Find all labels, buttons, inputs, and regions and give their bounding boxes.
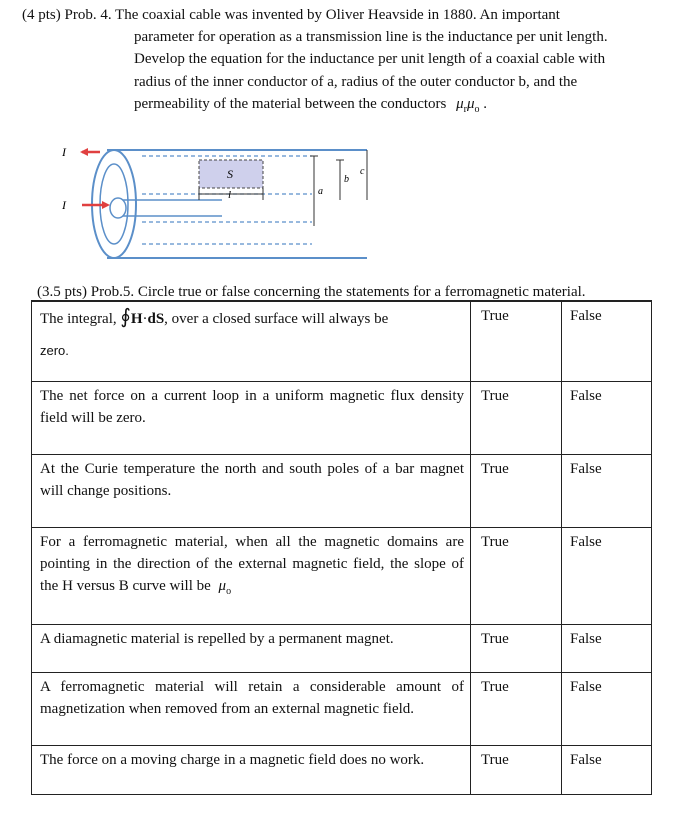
statement-3: At the Curie temperature the north and south poles of a bar magnet will change positions.: [32, 454, 471, 527]
table-row: [32, 381, 652, 454]
false-option[interactable]: False: [562, 672, 652, 745]
false-option[interactable]: False: [562, 624, 652, 672]
problem4-line5: [134, 93, 648, 121]
dot-operator: ·: [142, 311, 148, 327]
coax-cable-figure: [22, 138, 402, 268]
label-a: a: [318, 186, 323, 197]
table-row: [32, 527, 652, 624]
true-option[interactable]: True: [471, 454, 562, 527]
statement-4: [32, 527, 471, 624]
current-arrow-bottom: [102, 201, 110, 209]
true-false-table: [31, 300, 652, 795]
statement-1: [32, 301, 471, 381]
mu-r-subscript: r: [463, 104, 468, 116]
statement-1-tail: zero.: [40, 343, 69, 358]
false-option[interactable]: False: [562, 381, 652, 454]
mu-symbol: μ: [218, 577, 227, 594]
table-row: [32, 745, 652, 794]
statement-2: The net force on a current loop in a uniform magnetic flux density field will be zero.: [32, 381, 471, 454]
problem4-line2: parameter for operation as a transmission line is the inductance per unit length.: [134, 29, 608, 45]
label-I-bottom: I: [62, 198, 66, 212]
problem4-line5-text: permeability of the material between the conductors: [134, 96, 447, 113]
false-option[interactable]: False: [562, 745, 652, 794]
mu-r-symbol: μ: [456, 96, 464, 113]
false-option[interactable]: False: [562, 527, 652, 624]
mu-subscript: o: [226, 585, 232, 597]
mu-o-subscript: o: [474, 104, 480, 116]
problem4-period: .: [483, 96, 488, 113]
statement-4-text: For a ferromagnetic material, when all the magnetic domains are pointing in the direction of the external magnetic field, the slope of the H versus B curve will be: [40, 533, 464, 594]
problem4-body: [134, 26, 648, 122]
statement-6: A ferromagnetic material will retain a considerable amount of magnetization when removed from an external magnetic field.: [32, 672, 471, 745]
label-I-top: I: [62, 145, 66, 159]
problem5-title: (3.5 pts) Prob.5. Circle true or false concerning the statements for a ferromagnetic material.: [37, 284, 586, 300]
statement-7: The force on a moving charge in a magnetic field does no work.: [32, 745, 471, 794]
statement-1-post: , over a closed surface will always be: [164, 311, 389, 327]
problem4-line4: radius of the inner conductor of a, radius of the outer conductor b, and the: [134, 73, 578, 90]
dS-vector: dS: [147, 311, 165, 327]
table-row: [32, 672, 652, 745]
label-b: b: [344, 174, 349, 185]
label-S: S: [227, 167, 233, 181]
problem4-line3: Develop the equation for the inductance per unit length of a coaxial cable with: [134, 51, 606, 68]
false-option[interactable]: False: [562, 301, 652, 381]
current-arrow-top: [80, 148, 88, 156]
table-row: [32, 624, 652, 672]
true-option[interactable]: True: [471, 527, 562, 624]
table-row: [32, 301, 652, 381]
H-vector: H: [130, 311, 143, 327]
table-row: [32, 454, 652, 527]
true-option[interactable]: True: [471, 381, 562, 454]
inner-conductor-end: [110, 198, 126, 218]
problem4-line1: (4 pts) Prob. 4. The coaxial cable was invented by Oliver Heavside in 1880. An important: [22, 7, 560, 23]
statement-1-pre: The integral,: [40, 311, 117, 327]
statement-5: A diamagnetic material is repelled by a permanent magnet.: [32, 624, 471, 672]
true-option[interactable]: True: [471, 672, 562, 745]
closed-integral-symbol: ∮: [120, 304, 131, 328]
label-l: l: [228, 189, 232, 201]
true-option[interactable]: True: [471, 624, 562, 672]
true-option[interactable]: True: [471, 745, 562, 794]
label-c: c: [360, 166, 365, 177]
true-option[interactable]: True: [471, 301, 562, 381]
false-option[interactable]: False: [562, 454, 652, 527]
mu-o-symbol: μ: [467, 96, 475, 113]
